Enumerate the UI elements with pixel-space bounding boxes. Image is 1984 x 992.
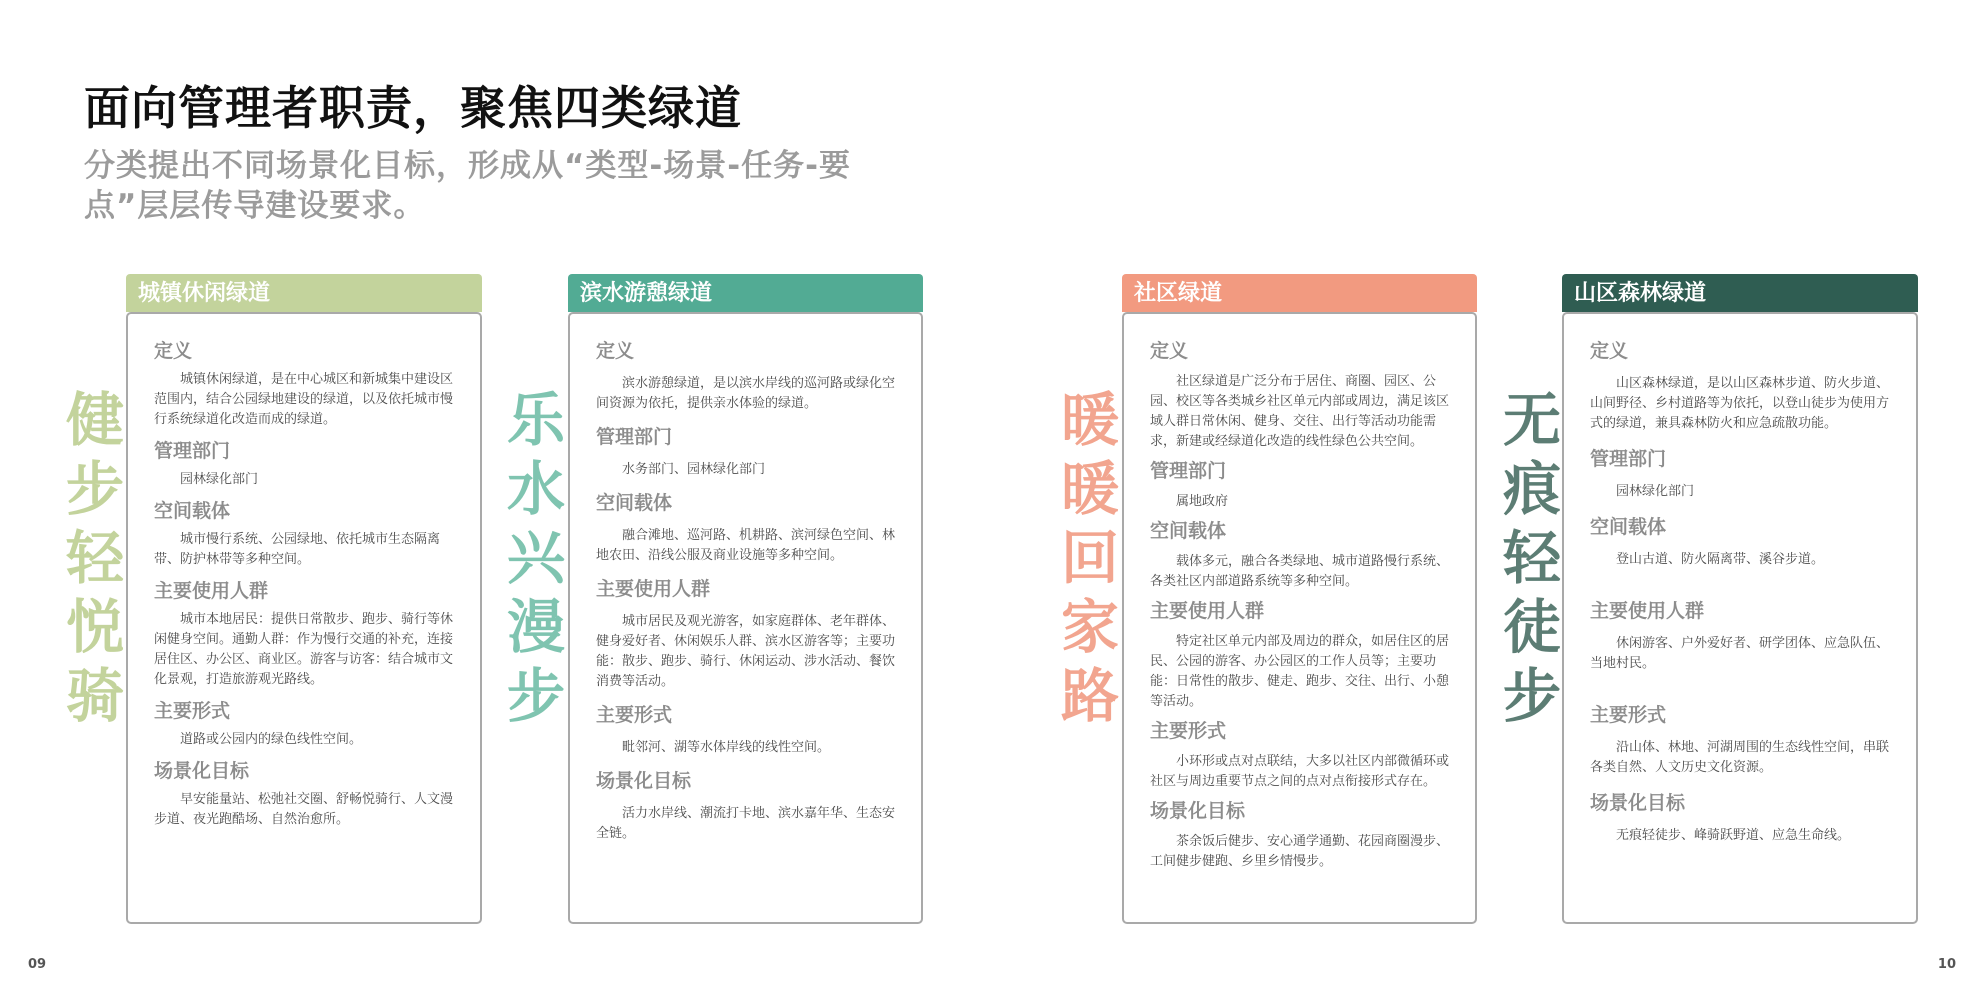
section-text-users: 休闲游客、户外爱好者、研学团体、应急队伍、当地村民。 — [1590, 636, 1890, 671]
section-heading-users: 主要使用人群 — [1590, 600, 1705, 622]
section-text-space: 城市慢行系统、公园绿地、依托城市生态隔离带、防护林带等多种空间。 — [154, 532, 441, 567]
card-tab-town: 城镇休闲绿道 — [126, 274, 482, 312]
slogan-community: 暖暖回家路 — [1060, 386, 1119, 730]
section-heading-department: 管理部门 — [596, 426, 673, 448]
section-text-goals: 茶余饭后健步、安心通学通勤、花园商圈漫步、工间健步健跑、乡里乡情慢步。 — [1150, 834, 1450, 869]
section-text-department: 水务部门、园林绿化部门 — [622, 462, 766, 477]
section-text-definition: 滨水游憩绿道，是以滨水岸线的巡河路或绿化空间资源为依托，提供亲水体验的绿道。 — [596, 376, 896, 411]
section-heading-users: 主要使用人群 — [154, 580, 269, 602]
section-text-goals: 活力水岸线、潮流打卡地、滨水嘉年华、生态安全链。 — [596, 806, 896, 841]
section-heading-goals: 场景化目标 — [1150, 800, 1246, 822]
card-tab-community: 社区绿道 — [1122, 274, 1477, 312]
section-text-goals: 无痕轻徒步、峰骑跃野道、应急生命线。 — [1616, 828, 1851, 843]
section-heading-form: 主要形式 — [1150, 720, 1227, 742]
section-heading-form: 主要形式 — [596, 704, 673, 726]
card-waterfront — [568, 312, 923, 924]
section-heading-users: 主要使用人群 — [596, 578, 711, 600]
section-heading-goals: 场景化目标 — [596, 770, 692, 792]
slogan-waterfront: 乐水兴漫步 — [506, 386, 565, 730]
section-heading-definition: 定义 — [596, 340, 635, 362]
section-heading-space: 空间载体 — [154, 500, 231, 522]
section-text-form: 毗邻河、湖等水体岸线的线性空间。 — [622, 740, 831, 755]
section-text-space: 载体多元，融合各类绿地、城市道路慢行系统、各类社区内部道路系统等多种空间。 — [1150, 554, 1450, 589]
section-heading-space: 空间载体 — [1590, 516, 1667, 538]
section-text-goals: 早安能量站、松弛社交圈、舒畅悦骑行、人文漫步道、夜光跑酷场、自然治愈所。 — [154, 792, 454, 827]
section-heading-users: 主要使用人群 — [1150, 600, 1265, 622]
section-text-definition: 城镇休闲绿道，是在中心城区和新城集中建设区范围内，结合公园绿地建设的绿道，以及依托城市慢行系统绿道化改造而成的绿道。 — [154, 372, 454, 427]
section-text-definition: 社区绿道是广泛分布于居住、商圈、园区、公园、校区等各类城乡社区单元内部或周边，满足该区域人群日常休闲、健身、交往、出行等活动功能需求，新建或经绿道化改造的线性绿色公共空间。 — [1150, 374, 1450, 449]
section-heading-definition: 定义 — [154, 340, 193, 362]
slogan-town: 健步轻悦骑 — [65, 386, 124, 730]
section-heading-space: 空间载体 — [596, 492, 673, 514]
section-text-form: 道路或公园内的绿色线性空间。 — [180, 732, 363, 747]
card-town — [126, 312, 482, 924]
card-community — [1122, 312, 1477, 924]
section-text-space: 融合滩地、巡河路、机耕路、滨河绿色空间、林地农田、沿线公服及商业设施等多种空间。 — [596, 528, 896, 563]
section-heading-form: 主要形式 — [1590, 704, 1667, 726]
section-heading-space: 空间载体 — [1150, 520, 1227, 542]
section-text-users: 特定社区单元内部及周边的群众，如居住区的居民、公园的游客、办公园区的工作人员等；主要功能：日常性的散步、健走、跑步、交往、出行、小憩等活动。 — [1150, 634, 1450, 709]
section-heading-definition: 定义 — [1590, 340, 1629, 362]
card-tab-waterfront: 滨水游憩绿道 — [568, 274, 923, 312]
page-title: 面向管理者职责，聚焦四类绿道 — [84, 81, 742, 135]
section-heading-goals: 场景化目标 — [154, 760, 250, 782]
page-number-left: 09 — [28, 957, 47, 972]
card-mountain — [1562, 312, 1918, 924]
section-heading-definition: 定义 — [1150, 340, 1189, 362]
section-heading-department: 管理部门 — [154, 440, 231, 462]
section-heading-department: 管理部门 — [1150, 460, 1227, 482]
slogan-mountain: 无痕轻徒步 — [1502, 386, 1561, 730]
page-subtitle: 分类提出不同场景化目标，形成从“类型-场景-任务-要点”层层传导建设要求。 — [84, 148, 851, 224]
section-heading-department: 管理部门 — [1590, 448, 1667, 470]
page-number-right: 10 — [1937, 957, 1956, 972]
section-text-department: 园林绿化部门 — [180, 472, 259, 487]
section-text-users: 城市本地居民：提供日常散步、跑步、骑行等休闲健身空间。通勤人群：作为慢行交通的补充，连接居住区、办公区、商业区。游客与访客：结合城市文化景观，打造旅游观光路线。 — [154, 612, 454, 687]
section-text-form: 沿山体、林地、河湖周围的生态线性空间，串联各类自然、人文历史文化资源。 — [1590, 740, 1890, 775]
card-tab-mountain: 山区森林绿道 — [1562, 274, 1918, 312]
section-heading-goals: 场景化目标 — [1590, 792, 1686, 814]
section-text-department: 园林绿化部门 — [1616, 484, 1695, 499]
section-text-definition: 山区森林绿道，是以山区森林步道、防火步道、山间野径、乡村道路等为依托，以登山徒步为使用方式的绿道，兼具森林防火和应急疏散功能。 — [1590, 376, 1890, 431]
section-heading-form: 主要形式 — [154, 700, 231, 722]
section-text-department: 属地政府 — [1176, 494, 1229, 509]
section-text-space: 登山古道、防火隔离带、溪谷步道。 — [1616, 552, 1825, 567]
section-text-users: 城市居民及观光游客，如家庭群体、老年群体、健身爱好者、休闲娱乐人群、滨水区游客等；主要功能：散步、跑步、骑行、休闲运动、涉水活动、餐饮消费等活动。 — [596, 614, 896, 689]
section-text-form: 小环形或点对点联结，大多以社区内部微循环或社区与周边重要节点之间的点对点衔接形式存在。 — [1150, 754, 1450, 789]
